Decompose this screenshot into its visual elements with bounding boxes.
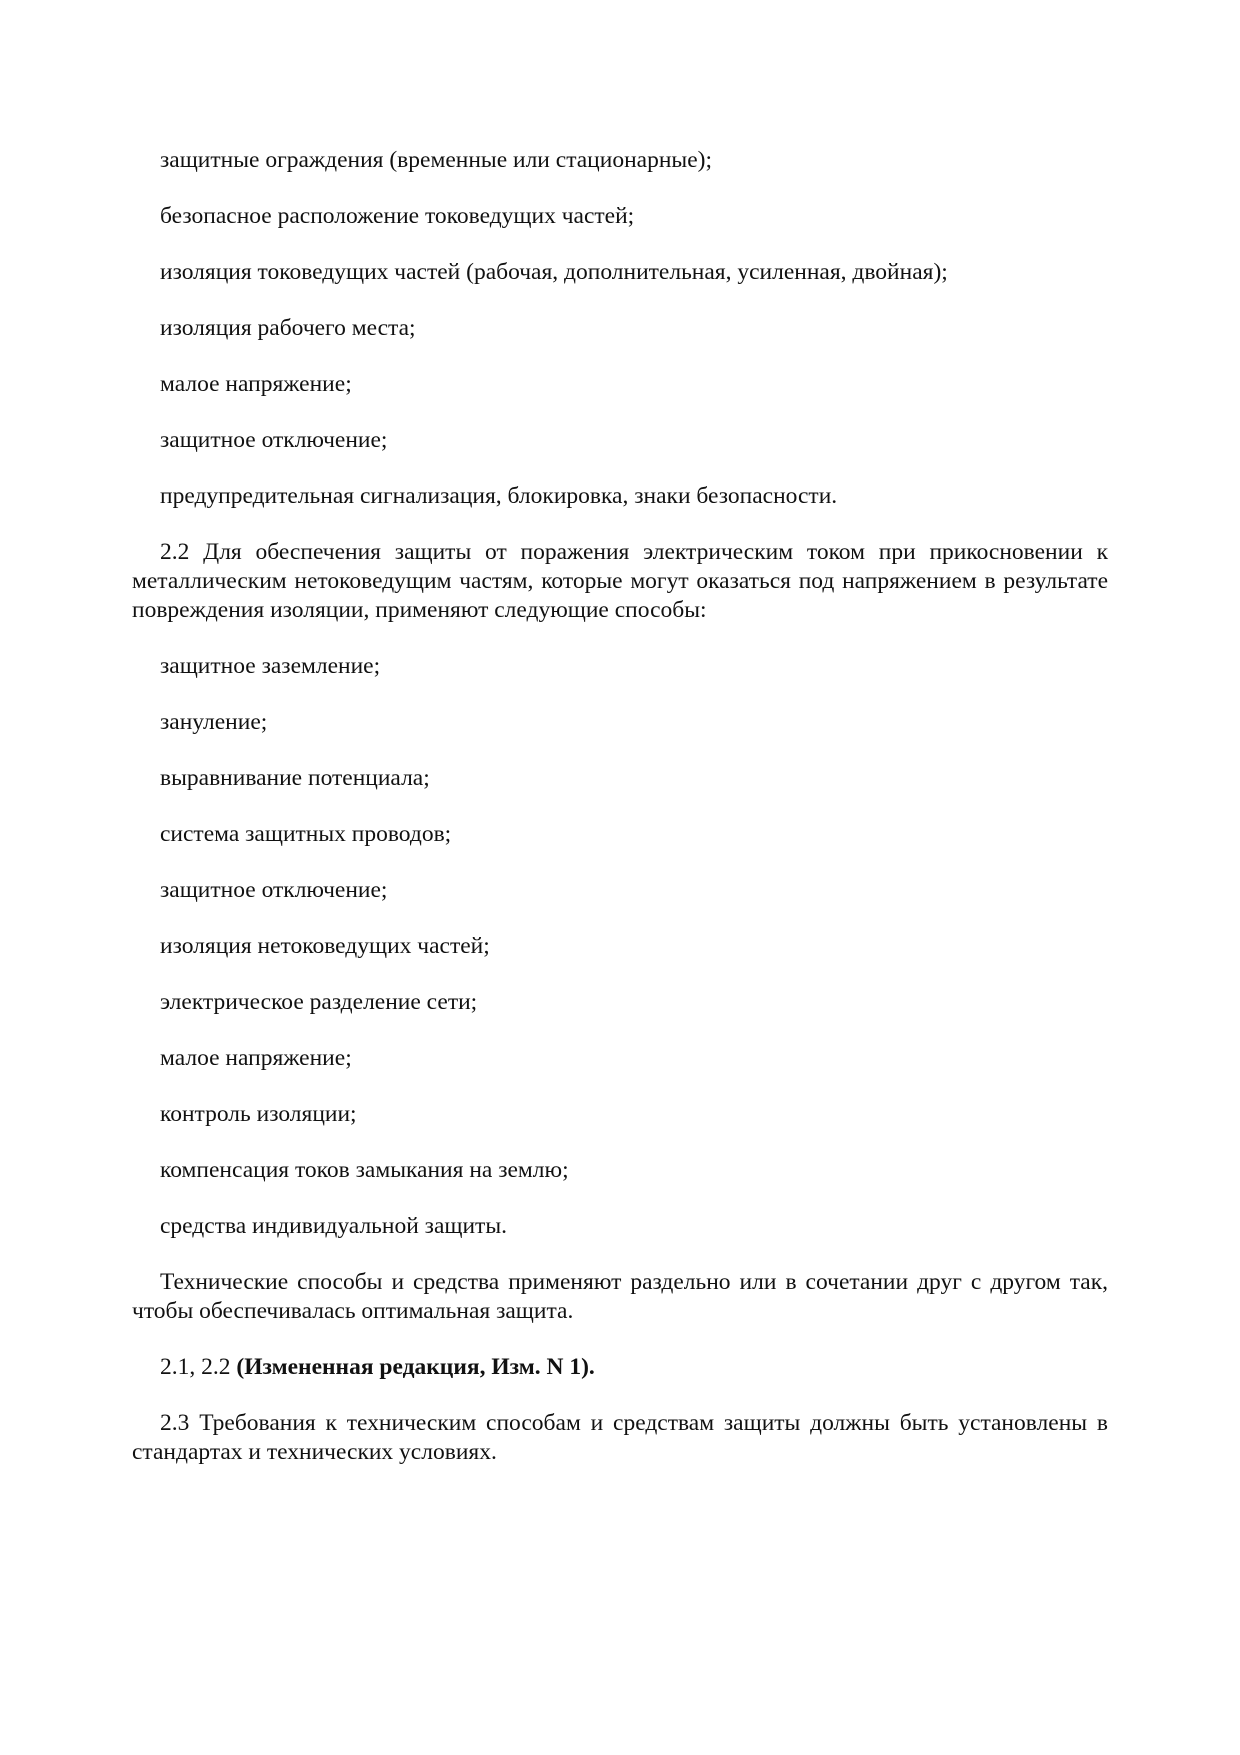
list-item: компенсация токов замыкания на землю;	[160, 1157, 569, 1183]
paragraph-2-2: 2.2 Для обеспечения защиты от поражения электрическим током при прикосновении к металлическим нетоковедущим частям, которые могут оказаться под напряжением в результате повреждения изоляции, применяют следующие способы:	[132, 539, 1108, 623]
document-page	[132, 146, 1108, 1494]
list-item: изоляция рабочего места;	[160, 315, 416, 341]
list-item: безопасное расположение токоведущих частей;	[160, 203, 635, 229]
list-item: электрическое разделение сети;	[160, 989, 478, 1015]
amendment-prefix: 2.1, 2.2	[160, 1354, 237, 1380]
list-item: предупредительная сигнализация, блокировка, знаки безопасности.	[160, 483, 838, 509]
list-item: защитное заземление;	[160, 653, 381, 679]
list-item: изоляция нетоковедущих частей;	[160, 933, 490, 959]
list-item: изоляция токоведущих частей (рабочая, дополнительная, усиленная, двойная);	[160, 259, 948, 285]
amendment-note	[132, 1353, 1108, 1382]
paragraph-2-3: 2.3 Требования к техническим способам и средствам защиты должны быть установлены в стандартах и технических условиях.	[132, 1410, 1108, 1465]
list-item: выравнивание потенциала;	[160, 765, 430, 791]
list-item: система защитных проводов;	[160, 821, 452, 847]
list-item: средства индивидуальной защиты.	[160, 1213, 507, 1239]
list-item: малое напряжение;	[160, 1045, 352, 1071]
list-item: контроль изоляции;	[160, 1101, 357, 1127]
list-item: малое напряжение;	[160, 371, 352, 397]
list-item: зануление;	[160, 709, 268, 735]
list-item: защитное отключение;	[160, 427, 388, 453]
list-item: защитное отключение;	[160, 877, 388, 903]
list-item: защитные ограждения (временные или стационарные);	[160, 147, 712, 173]
paragraph-technical-means: Технические способы и средства применяют раздельно или в сочетании друг с другом так, чтобы обеспечивалась оптимальная защита.	[132, 1269, 1108, 1324]
amendment-bold: (Измененная редакция, Изм. N 1).	[236, 1354, 595, 1380]
